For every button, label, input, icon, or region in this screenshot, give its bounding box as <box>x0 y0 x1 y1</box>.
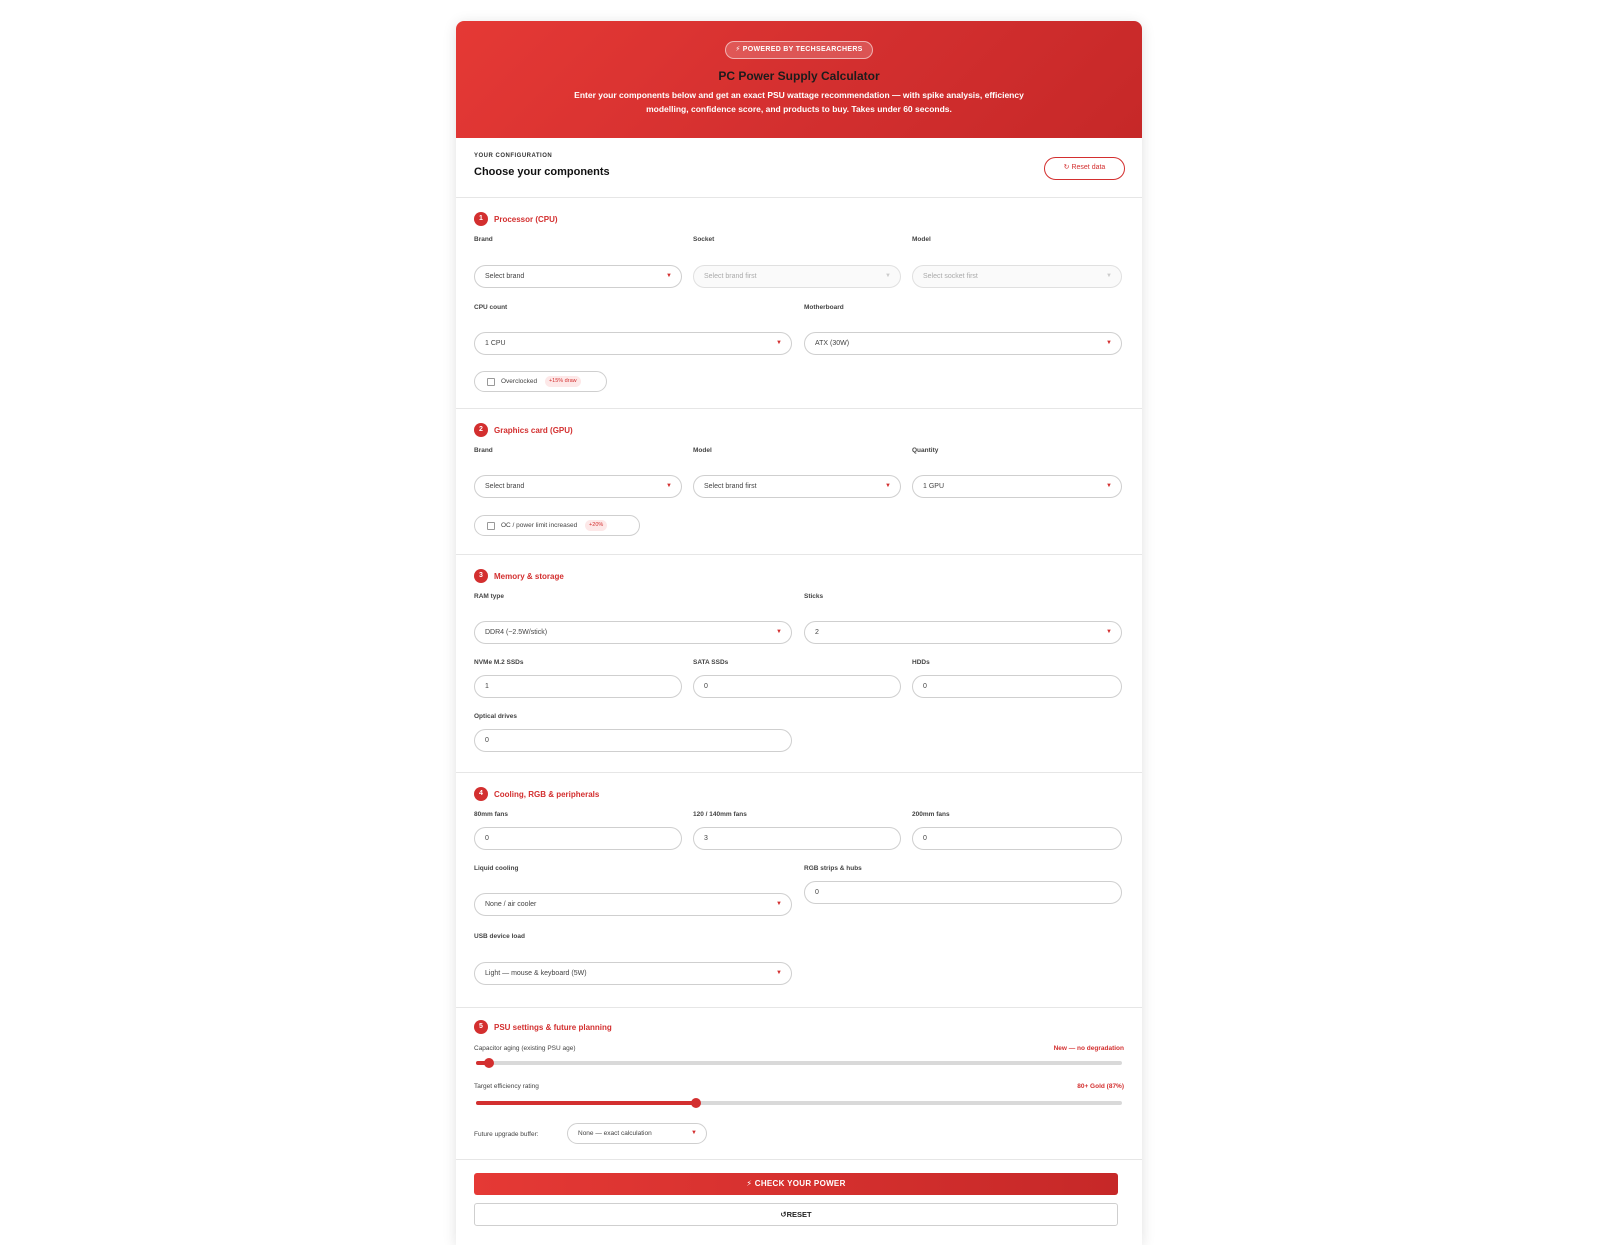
configuration-eyebrow: YOUR CONFIGURATION <box>474 153 553 159</box>
cooling-section-title <box>474 787 599 801</box>
fans200-input[interactable]: 0 <box>912 827 1122 850</box>
select-value: Select brand <box>485 483 525 490</box>
liquid-cooling-label: Liquid cooling <box>474 865 519 872</box>
section-number: 2 <box>474 423 488 437</box>
section-title-text: Memory & storage <box>494 571 564 581</box>
rgb-input[interactable]: 0 <box>804 881 1122 904</box>
motherboard-label: Motherboard <box>804 304 844 311</box>
sticks-label: Sticks <box>804 593 824 600</box>
calculator-card <box>456 21 1142 1245</box>
usb-load-select[interactable] <box>474 962 792 985</box>
gpu-section-title <box>474 423 573 437</box>
gpu-brand-select[interactable] <box>474 475 682 498</box>
fans80-label: 80mm fans <box>474 811 508 818</box>
psu-section <box>456 1008 1142 1160</box>
capacitor-aging-slider[interactable] <box>476 1061 1122 1065</box>
cpu-socket-label: Socket <box>693 236 715 243</box>
checkbox-label: OC / power limit increased <box>501 522 578 529</box>
select-value: Select socket first <box>923 273 978 280</box>
sata-label: SATA SSDs <box>693 659 729 666</box>
select-value: Select brand first <box>704 273 757 280</box>
check-power-button[interactable]: ⚡ CHECK YOUR POWER <box>474 1173 1118 1195</box>
select-value: ATX (30W) <box>815 340 850 347</box>
efficiency-slider[interactable] <box>476 1101 1122 1105</box>
sticks-select[interactable] <box>804 621 1122 644</box>
upgrade-buffer-select[interactable] <box>567 1123 707 1144</box>
page-subtitle: Enter your components below and get an exact PSU wattage recommendation — with spike analysis, efficiency modelling, confidence score, and products to buy. Takes under 60 seconds. <box>574 90 1024 114</box>
memory-section <box>456 555 1142 773</box>
capacitor-aging-value: New — no degradation <box>1053 1045 1124 1052</box>
cpu-brand-label: Brand <box>474 236 493 243</box>
select-value: Select brand first <box>704 483 757 490</box>
usb-load-label: USB device load <box>474 933 525 940</box>
checkbox-icon <box>487 378 495 386</box>
capacitor-aging-label: Capacitor aging (existing PSU age) <box>474 1045 576 1052</box>
chevron-down-icon: ▼ <box>776 970 782 976</box>
configuration-title: Choose your components <box>474 166 610 178</box>
select-value: None — exact calculation <box>578 1130 652 1137</box>
upgrade-buffer-label: Future upgrade buffer: <box>474 1131 539 1138</box>
gpu-section <box>456 409 1142 555</box>
ram-type-select[interactable] <box>474 621 792 644</box>
reset-data-button[interactable]: ↻ Reset data <box>1044 157 1125 180</box>
section-number: 1 <box>474 212 488 226</box>
oc-tag: +20% <box>585 520 607 531</box>
gpu-model-label: Model <box>693 447 712 454</box>
chevron-down-icon: ▼ <box>1106 483 1112 489</box>
reset-button[interactable]: ↺RESET <box>474 1203 1118 1226</box>
fans120-label: 120 / 140mm fans <box>693 811 747 818</box>
nvme-input[interactable]: 1 <box>474 675 682 698</box>
section-number: 4 <box>474 787 488 801</box>
section-number: 3 <box>474 569 488 583</box>
nvme-label: NVMe M.2 SSDs <box>474 659 524 666</box>
powered-by-badge: ⚡ POWERED BY TECHSEARCHERS <box>725 41 872 59</box>
slider-thumb[interactable] <box>484 1058 494 1068</box>
optical-label: Optical drives <box>474 713 517 720</box>
chevron-down-icon: ▼ <box>776 340 782 346</box>
section-title-text: Cooling, RGB & peripherals <box>494 789 600 799</box>
chevron-down-icon: ▼ <box>691 1130 697 1136</box>
chevron-down-icon: ▼ <box>776 629 782 635</box>
memory-section-title <box>474 569 564 583</box>
section-title-text: Processor (CPU) <box>494 214 558 224</box>
chevron-down-icon: ▼ <box>776 901 782 907</box>
section-title-text: Graphics card (GPU) <box>494 425 573 435</box>
slider-fill <box>476 1101 696 1105</box>
cooling-section <box>456 773 1142 1008</box>
checkbox-label: Overclocked <box>501 378 538 385</box>
cpu-count-label: CPU count <box>474 304 508 311</box>
gpu-model-select[interactable] <box>693 475 901 498</box>
chevron-down-icon: ▼ <box>666 273 672 279</box>
hero-header <box>456 21 1142 138</box>
select-value: None / air cooler <box>485 901 537 908</box>
chevron-down-icon: ▼ <box>885 273 891 279</box>
chevron-down-icon: ▼ <box>1106 629 1112 635</box>
hdd-input[interactable]: 0 <box>912 675 1122 698</box>
rgb-label: RGB strips & hubs <box>804 865 862 872</box>
chevron-down-icon: ▼ <box>885 483 891 489</box>
select-value: DDR4 (~2.5W/stick) <box>485 629 548 636</box>
configuration-header <box>456 138 1142 198</box>
actions-section <box>456 1160 1142 1245</box>
checkbox-icon <box>487 522 495 530</box>
section-title-text: PSU settings & future planning <box>494 1022 612 1032</box>
chevron-down-icon: ▼ <box>1106 273 1112 279</box>
gpu-oc-checkbox[interactable] <box>474 515 640 536</box>
page-title: PC Power Supply Calculator <box>718 69 880 83</box>
cpu-section <box>456 198 1142 409</box>
sata-input[interactable]: 0 <box>693 675 901 698</box>
hdd-label: HDDs <box>912 659 930 666</box>
gpu-quantity-select[interactable] <box>912 475 1122 498</box>
ram-type-label: RAM type <box>474 593 504 600</box>
select-value: 2 <box>815 629 819 636</box>
overclock-tag: +15% draw <box>545 376 581 387</box>
cpu-model-select[interactable] <box>912 265 1122 288</box>
cpu-model-label: Model <box>912 236 931 243</box>
optical-input[interactable]: 0 <box>474 729 792 752</box>
slider-thumb[interactable] <box>691 1098 701 1108</box>
gpu-quantity-label: Quantity <box>912 447 939 454</box>
psu-section-title <box>474 1020 612 1034</box>
select-value: 1 GPU <box>923 483 945 490</box>
overclocked-checkbox[interactable] <box>474 371 607 392</box>
chevron-down-icon: ▼ <box>666 483 672 489</box>
cpu-socket-select[interactable] <box>693 265 901 288</box>
cpu-brand-select[interactable] <box>474 265 682 288</box>
select-value: 1 CPU <box>485 340 506 347</box>
cpu-count-select[interactable] <box>474 332 792 355</box>
section-number: 5 <box>474 1020 488 1034</box>
fans120-input[interactable]: 3 <box>693 827 901 850</box>
cpu-section-title <box>474 212 558 226</box>
efficiency-value: 80+ Gold (87%) <box>1077 1083 1124 1090</box>
liquid-cooling-select[interactable] <box>474 893 792 916</box>
chevron-down-icon: ▼ <box>1106 340 1112 346</box>
select-value: Select brand <box>485 273 525 280</box>
gpu-brand-label: Brand <box>474 447 493 454</box>
select-value: Light — mouse & keyboard (5W) <box>485 970 587 977</box>
fans200-label: 200mm fans <box>912 811 950 818</box>
efficiency-label: Target efficiency rating <box>474 1083 539 1090</box>
motherboard-select[interactable] <box>804 332 1122 355</box>
fans80-input[interactable]: 0 <box>474 827 682 850</box>
